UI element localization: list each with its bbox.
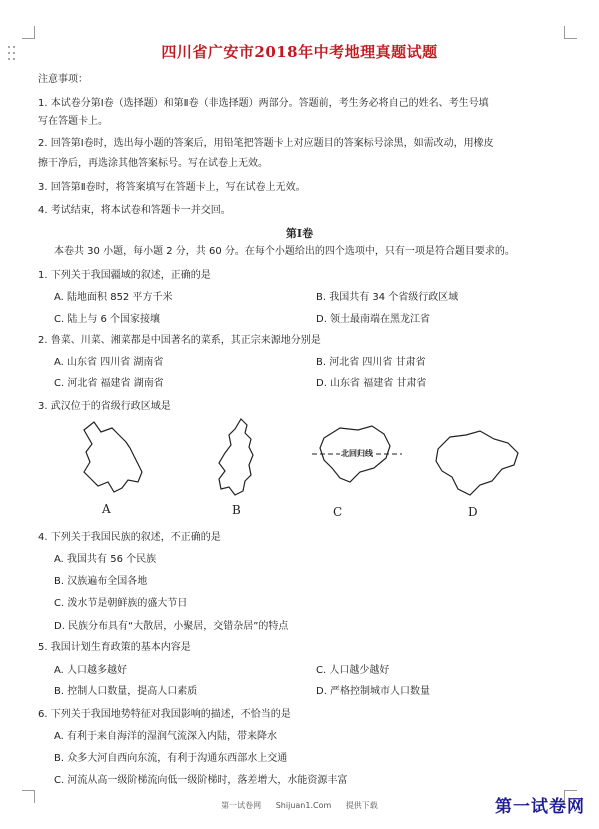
- option: D. 严格控制城市人口数量: [316, 686, 431, 697]
- notice-line: 4. 考试结束，将本试卷和答题卡一并交回。: [38, 205, 231, 216]
- option: B. 控制人口数量，提高人口素质: [54, 686, 198, 697]
- option: D. 山东省 福建省 甘肃省: [316, 378, 427, 389]
- option: B. 众多大河自西向东流，有利于沟通东西部水上交通: [54, 753, 288, 764]
- corner-mark: [564, 26, 577, 39]
- option: A. 有利于来自海洋的湿润气流深入内陆，带来降水: [54, 731, 278, 742]
- option: A. 人口越多越好: [54, 665, 128, 676]
- option: C. 泼水节是朝鲜族的盛大节日: [54, 598, 188, 609]
- option: C. 人口越少越好: [316, 665, 390, 676]
- section-intro: 本卷共 30 小题，每小题 2 分，共 60 分。在每个小题给出的四个选项中，只有一项是符合题目要求的。: [54, 246, 515, 257]
- option: C. 陆上与 6 个国家接壤: [54, 314, 161, 325]
- province-map-a: [70, 420, 160, 500]
- map-label-d: D: [468, 505, 478, 519]
- notice-heading: 注意事项：: [38, 74, 88, 85]
- map-label-b: B: [232, 503, 241, 517]
- brand-logo: 第一试卷网: [495, 797, 585, 817]
- notice-line: 写在答题卡上。: [38, 116, 108, 127]
- notice-line: 2. 回答第Ⅰ卷时，选出每小题的答案后，用铅笔把答题卡上对应题目的答案标号涂黑，如需改动，用橡皮: [38, 138, 494, 149]
- question-stem: 1. 下列关于我国疆域的叙述，正确的是: [38, 270, 211, 281]
- option: C. 河流从高一级阶梯流向低一级阶梯时，落差增大，水能资源丰富: [54, 775, 348, 786]
- footer-item: 提供下载: [345, 801, 378, 810]
- notice-line: 1. 本试卷分第Ⅰ卷（选择题）和第Ⅱ卷（非选择题）两部分。答题前，考生务必将自己的姓名、考生号填: [38, 98, 489, 109]
- option: A. 山东省 四川省 湖南省: [54, 357, 164, 368]
- map-label-a: A: [102, 502, 111, 516]
- province-map-d: [428, 425, 528, 500]
- option: C. 河北省 福建省 湖南省: [54, 378, 164, 389]
- question-stem: 6. 下列关于我国地势特征对我国影响的描述，不恰当的是: [38, 709, 291, 720]
- option: B. 汉族遍布全国各地: [54, 576, 148, 587]
- section-title: 第Ⅰ卷: [285, 227, 314, 240]
- question-stem: 4. 下列关于我国民族的叙述，不正确的是: [38, 532, 221, 543]
- notice-line: 擦干净后，再选涂其他答案标号。写在试卷上无效。: [38, 158, 268, 169]
- option: D. 领土最南端在黑龙江省: [316, 314, 431, 325]
- map-label-c: C: [333, 505, 343, 519]
- notice-line: 3. 回答第Ⅱ卷时，将答案填写在答题卡上，写在试卷上无效。: [38, 182, 306, 193]
- option: A. 陆地面积 852 平方千米: [54, 292, 173, 303]
- option: B. 我国共有 34 个省级行政区域: [316, 292, 459, 303]
- page-title: 四川省广安市2018年中考地理真题试题: [161, 43, 438, 61]
- tropic-line-label: 北回归线: [341, 449, 373, 458]
- footer-item[interactable]: Shijuan1.Com: [275, 801, 332, 810]
- option: A. 我国共有 56 个民族: [54, 554, 157, 565]
- question-stem: 2. 鲁菜、川菜、湘菜都是中国著名的菜系，其正宗来源地分别是: [38, 335, 321, 346]
- question-stem: 3. 武汉位于的省级行政区域是: [38, 401, 171, 412]
- question-stem: 5. 我国计划生育政策的基本内容是: [38, 642, 191, 653]
- province-map-b: [205, 415, 275, 500]
- corner-mark: [22, 26, 35, 39]
- option: D. 民族分布具有“大散居，小聚居，交错杂居”的特点: [54, 621, 289, 632]
- footer-item: 第一试卷网: [221, 801, 262, 810]
- option: B. 河北省 四川省 甘肃省: [316, 357, 426, 368]
